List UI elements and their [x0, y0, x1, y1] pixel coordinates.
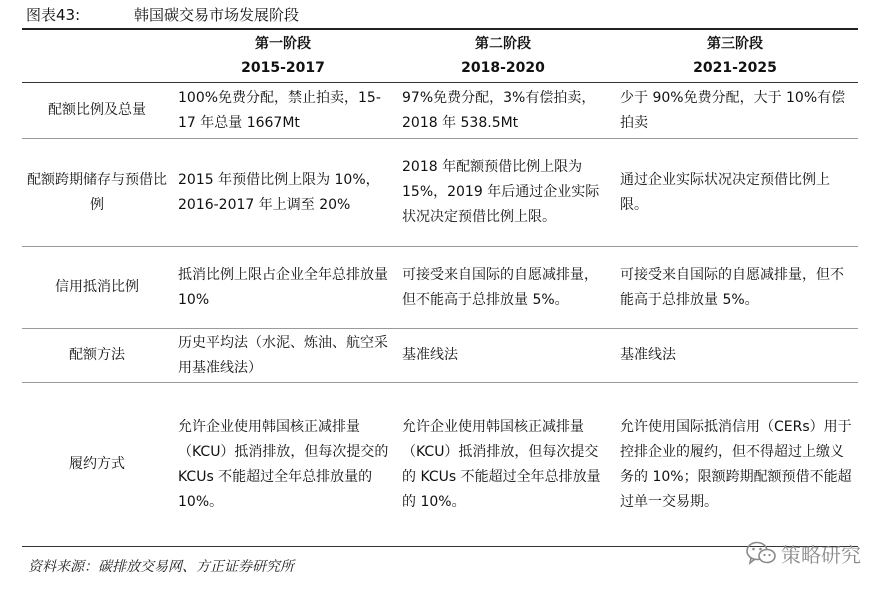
column-header-stage-3 [612, 30, 858, 83]
stage-years: 2021-2025 [693, 60, 777, 76]
table-cell: 可接受来自国际的自愿减排量，但不能高于总排放量 5%。 [612, 247, 858, 329]
table-cell: 100%免费分配，禁止拍卖，15-17 年总量 1667Mt [172, 83, 394, 139]
row-label: 信用抵消比例 [22, 247, 172, 329]
row-label: 配额方法 [22, 329, 172, 383]
wechat-icon [745, 540, 777, 566]
table-header-row [22, 30, 858, 83]
table-cell: 少于 90%免费分配，大于 10%有偿拍卖 [612, 83, 858, 139]
figure-title-bar [22, 2, 858, 30]
table-cell: 可接受来自国际的自愿减排量，但不能高于总排放量 5%。 [394, 247, 612, 329]
stage-table [22, 30, 858, 547]
row-label: 履约方式 [22, 383, 172, 547]
table-row [22, 139, 858, 247]
stage-name: 第二阶段 [475, 36, 531, 52]
stage-name: 第一阶段 [255, 36, 311, 52]
row-label: 配额比例及总量 [22, 83, 172, 139]
row-label: 配额跨期储存与预借比例 [22, 139, 172, 247]
stage-years: 2015-2017 [241, 60, 325, 76]
figure-label: 图表43: [26, 6, 81, 24]
table-cell: 2015 年预借比例上限为 10%，2016-2017 年上调至 20% [172, 139, 394, 247]
table-cell: 允许企业使用韩国核正减排量（KCU）抵消排放，但每次提交的 KCUs 不能超过全年总排放量的 10%。 [172, 383, 394, 547]
table-cell: 允许使用国际抵消信用（CERs）用于控排企业的履约，但不得超过上缴义务的 10%；限额跨期配额预借不能超过单一交易期。 [612, 383, 858, 547]
table-cell: 基准线法 [612, 329, 858, 383]
table-cell: 2018 年配额预借比例上限为 15%，2019 年后通过企业实际状况决定预借比例上限。 [394, 139, 612, 247]
watermark-text: 策略研究 [781, 542, 861, 567]
source-note: 资料来源：碳排放交易网、方正证券研究所 [28, 559, 294, 575]
watermark [745, 538, 861, 568]
table-cell: 通过企业实际状况决定预借比例上限。 [612, 139, 858, 247]
column-header-stage-2 [394, 30, 612, 83]
table-cell: 允许企业使用韩国核正减排量（KCU）抵消排放，但每次提交的 KCUs 不能超过全年总排放量的 10%。 [394, 383, 612, 547]
header-corner [22, 30, 172, 83]
table-row [22, 247, 858, 329]
stage-name: 第三阶段 [707, 36, 763, 52]
table-cell: 基准线法 [394, 329, 612, 383]
table-row [22, 383, 858, 547]
table-cell: 抵消比例上限占企业全年总排放量 10% [172, 247, 394, 329]
column-header-stage-1 [172, 30, 394, 83]
table-row [22, 83, 858, 139]
table-cell: 历史平均法（水泥、炼油、航空采用基准线法） [172, 329, 394, 383]
table-row [22, 329, 858, 383]
stage-years: 2018-2020 [461, 60, 545, 76]
figure-title: 韩国碳交易市场发展阶段 [134, 6, 300, 24]
table-cell: 97%免费分配，3%有偿拍卖，2018 年 538.5Mt [394, 83, 612, 139]
